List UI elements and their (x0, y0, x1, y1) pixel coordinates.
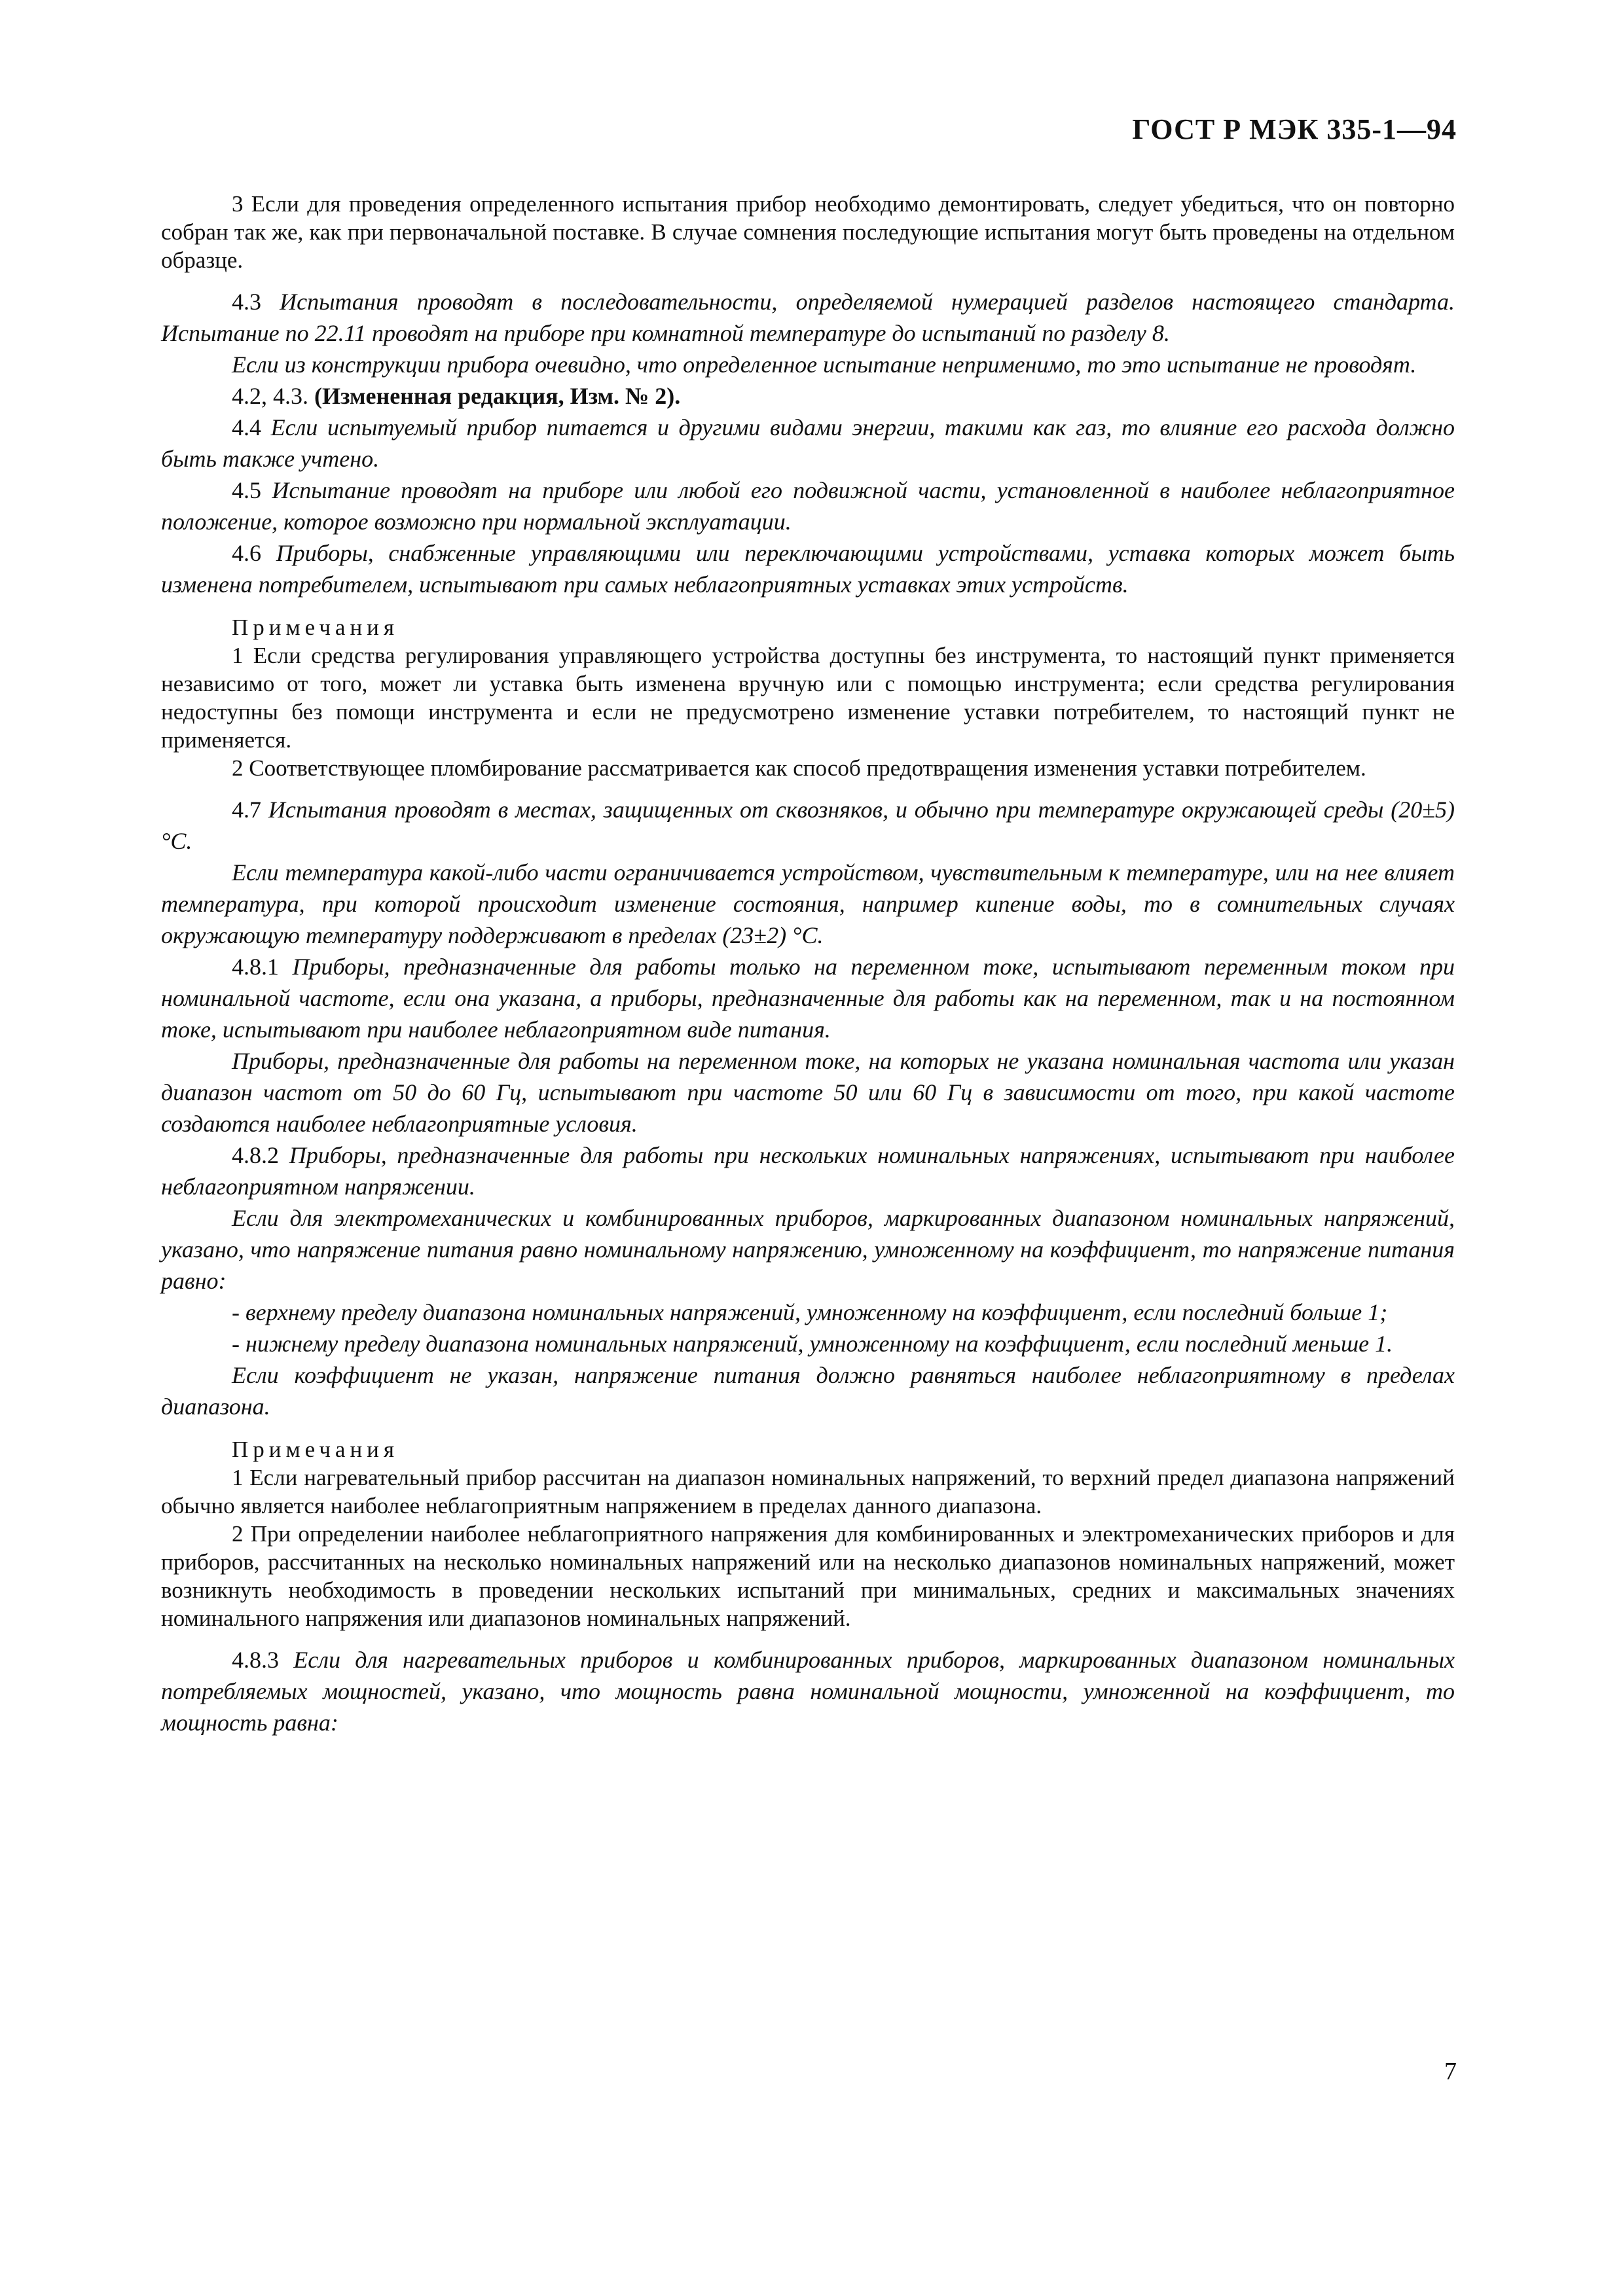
clause-number: 4.8.2 (232, 1142, 279, 1168)
clause-text: Приборы, предназначенные для работы при нескольких номинальных напряжениях, испытывают при наиболее неблагоприятном напряжении. (161, 1142, 1455, 1200)
clause-number: 4.4 (232, 414, 261, 440)
clause-number: 4.8.3 (232, 1647, 279, 1673)
amendment-note (161, 380, 1455, 412)
note-paragraph: 1 Если нагревательный прибор рассчитан на диапазон номинальных напряжений, то верхний предел диапазона напряжений обычно является наиболее неблагоприятным напряжением в пределах данного диапазона. (161, 1465, 1455, 1518)
notes-heading: Примечания (232, 615, 399, 640)
clause-text: Если испытуемый прибор питается и другими видами энергии, такими как газ, то влияние его расхода должно быть также учтено. (161, 414, 1455, 472)
clause-number: 4.7 (232, 797, 261, 823)
clause-4-5 (161, 475, 1455, 537)
document-header: ГОСТ Р МЭК 335-1—94 (1132, 113, 1457, 145)
clause-text: Если для нагревательных приборов и комбинированных приборов, маркированных диапазоном номинальных потребляемых мощностей, указано, что мощность равна номинальной мощности, умноженной на коэффициент, то мощность равна: (161, 1647, 1455, 1736)
clause-number: 4.6 (232, 540, 261, 566)
clause-4-8-3 (161, 1644, 1455, 1738)
document-body (161, 190, 1455, 1738)
amendment-text: (Измененная редакция, Изм. № 2). (314, 383, 681, 409)
clause-text: Приборы, предназначенные для работы только на переменном токе, испытывают переменным током при номинальной частоте, если она указана, а приборы, предназначенные для работы как на переменном, так и на постоянном токе, испытывают при наиболее неблагоприятном виде питания. (161, 954, 1455, 1043)
clause-4-6 (161, 537, 1455, 600)
note-paragraph: 1 Если средства регулирования управляющего устройства доступны без инструмента, то настоящий пункт применяется независимо от того, может ли уставка быть изменена вручную или с помощью инструмента; если средства регулирования недоступны без помощи инструмента и если не предусмотрено изменение уставки потребителем, то настоящий пункт не применяется. (161, 643, 1455, 753)
clause-number: 4.3 (232, 289, 261, 315)
note-paragraph: 2 При определении наиболее неблагоприятного напряжения для комбинированных и электромеханических приборов и для приборов, рассчитанных на несколько номинальных напряжений или на несколько диапазонов номинальных напряжений, может возникнуть необходимость в проведении нескольких испытаний при минимальных, средних и максимальных значениях номинального напряжения или диапазонов номинальных напряжений. (161, 1521, 1455, 1631)
clause-number: 4.5 (232, 477, 261, 503)
note-paragraph: 3 Если для проведения определенного испытания прибор необходимо демонтировать, следует убедиться, что он повторно собран так же, как при первоначальной поставке. В случае сомнения последующие испытания могут быть проведены на отдельном образце. (161, 191, 1455, 273)
note-paragraph: 2 Соответствующее пломбирование рассматривается как способ предотвращения изменения уставки потребителем. (232, 755, 1366, 781)
notes-heading: Примечания (232, 1437, 399, 1462)
clause-paragraph: Если из конструкции прибора очевидно, что определенное испытание неприменимо, то это испытание не проводят. (232, 351, 1417, 378)
list-item: - нижнему пределу диапазона номинальных напряжений, умноженному на коэффициент, если последний меньше 1. (232, 1331, 1393, 1357)
clause-4-3 (161, 286, 1455, 349)
clause-text: Испытания проводят в последовательности, определяемой нумерацией разделов настоящего стандарта. Испытание по 22.11 проводят на приборе при комнатной температуре до испытаний по разделу 8. (161, 289, 1455, 346)
clause-4-8-1 (161, 951, 1455, 1045)
clause-text: Испытание проводят на приборе или любой его подвижной части, установленной в наиболее неблагоприятное положение, которое возможно при нормальной эксплуатации. (161, 477, 1455, 535)
clause-paragraph: Приборы, предназначенные для работы на переменном токе, на которых не указана номинальная частота или указан диапазон частот от 50 до 60 Гц, испытывают при частоте 50 или 60 Гц в зависимости от того, при какой частоте создаются наиболее неблагоприятные условия. (161, 1048, 1455, 1137)
clause-number: 4.2, 4.3. (232, 383, 308, 409)
clause-number: 4.8.1 (232, 954, 279, 980)
clause-4-4 (161, 412, 1455, 475)
page-number: 7 (1444, 2058, 1457, 2085)
clause-4-8-2 (161, 1139, 1455, 1202)
clause-text: Приборы, снабженные управляющими или переключающими устройствами, уставка которых может быть изменена потребителем, испытывают при самых неблагоприятных уставках этих устройств. (161, 540, 1455, 598)
clause-paragraph: Если коэффициент не указан, напряжение питания должно равняться наиболее неблагоприятному в пределах диапазона. (161, 1362, 1455, 1420)
clause-text: Испытания проводят в местах, защищенных от сквозняков, и обычно при температуре окружающей среды (20±5) °C. (161, 797, 1455, 854)
clause-paragraph: Если для электромеханических и комбинированных приборов, маркированных диапазоном номинальных напряжений, указано, что напряжение питания равно номинальному напряжению, умноженному на коэффициент, то напряжение питания равно: (161, 1205, 1455, 1294)
clause-paragraph: Если температура какой-либо части ограничивается устройством, чувствительным к температуре, или на нее влияет температура, при которой происходит изменение состояния, например кипение воды, то в сомнительных случаях окружающую температуру поддерживают в пределах (23±2) °C. (161, 859, 1455, 948)
clause-4-7 (161, 794, 1455, 857)
list-item: - верхнему пределу диапазона номинальных напряжений, умноженному на коэффициент, если последний больше 1; (232, 1299, 1388, 1325)
